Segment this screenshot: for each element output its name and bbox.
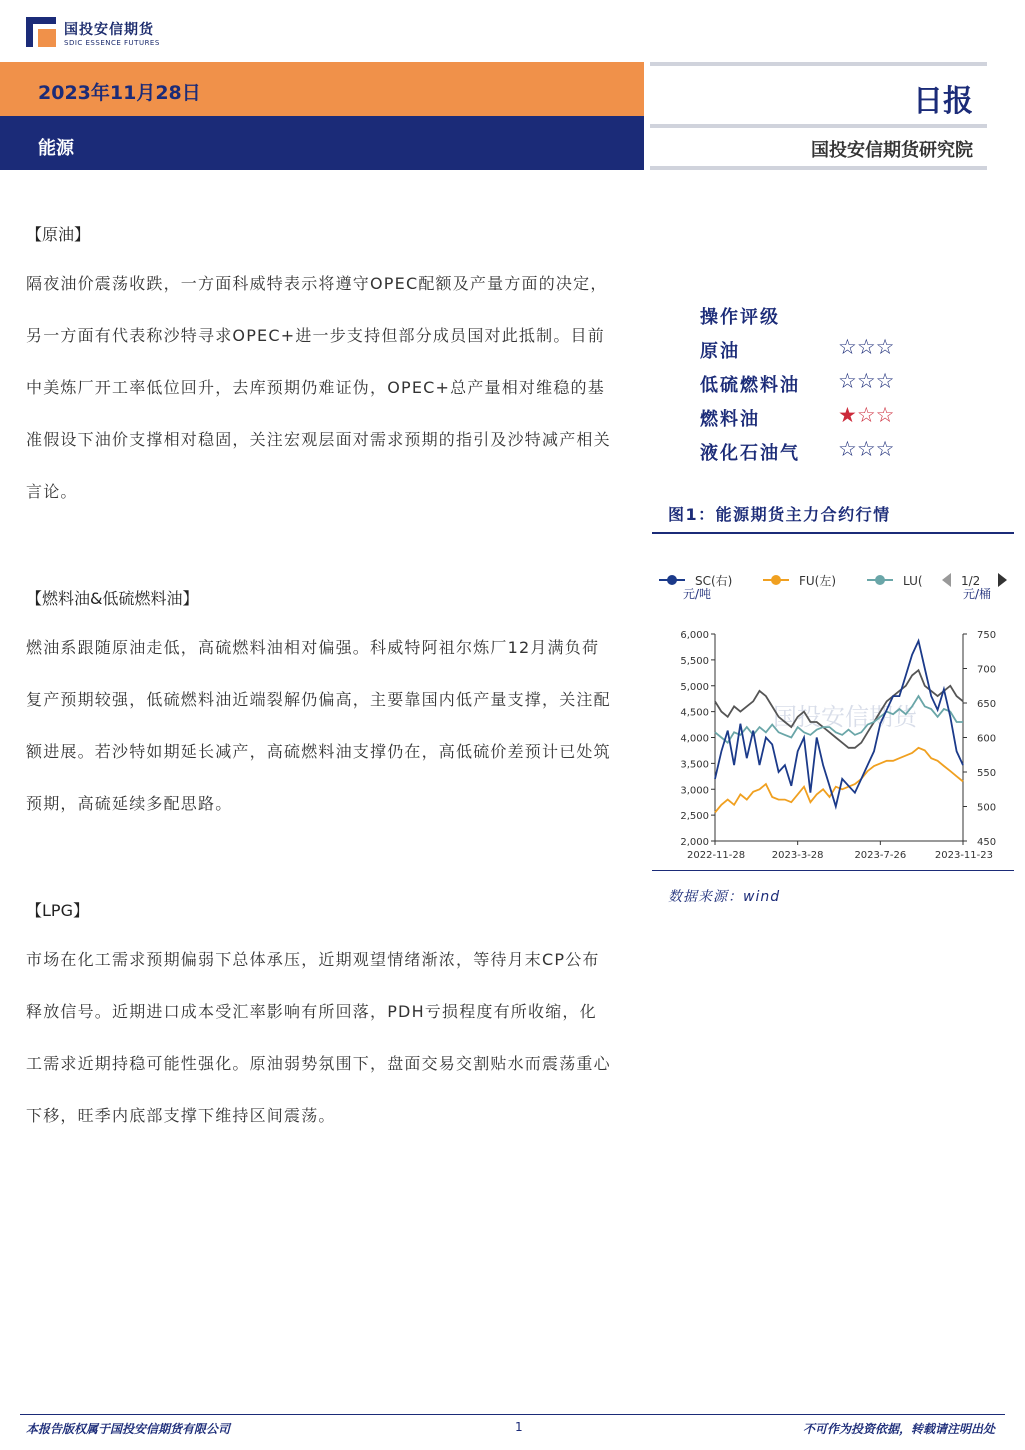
right-tick-label: 450	[977, 837, 997, 848]
right-tick-label: 700	[977, 664, 997, 676]
header-divider-bottom	[650, 166, 987, 170]
x-tick-label: 2023-3-28	[771, 850, 824, 861]
rating-title: 操作评级	[700, 307, 780, 328]
left-tick-label: 5,500	[680, 655, 709, 667]
footer-rule	[20, 1414, 1005, 1415]
left-tick-label: 6,000	[680, 630, 709, 641]
figure-title: 图1：能源期货主力合约行情	[668, 505, 891, 524]
chart-legend	[659, 573, 1007, 588]
right-axis-unit: 元/桶	[962, 587, 992, 601]
rating-row-lpg	[700, 439, 920, 469]
footer-disclaimer: 不可作为投资依据，转载请注明出处	[802, 1422, 995, 1436]
rating-row-crude	[700, 337, 920, 367]
rating-stars	[838, 437, 894, 461]
section-text-lpg: 市场在化工需求预期偏弱下总体承压，近期观望情绪渐浓，等待月末CP公布释放信号。近期进口成本受汇率影响有所回落，PDH亏损程度有所收缩，化工需求近期持稳可能性强化。原油弱势氛围下，盘面交易交割贴水而震荡重心下移，旺季内底部支撑下维持区间震荡。	[26, 950, 611, 1125]
right-tick-label: 600	[977, 733, 997, 745]
rating-name: 燃料油	[700, 409, 760, 430]
right-tick-label: 500	[977, 802, 997, 814]
x-tick-label: 2023-7-26	[854, 850, 907, 861]
institute-name: 国投安信期货研究院	[811, 140, 973, 161]
legend-label-lu: LU(	[903, 574, 923, 588]
legend-label-sc: SC(右)	[695, 574, 733, 588]
logo-text-cn: 国投安信期货	[64, 22, 154, 38]
logo-text-en: SDIC ESSENCE FUTURES	[64, 39, 160, 47]
rating-row-lsfo	[700, 371, 920, 401]
figure-bottom-rule	[652, 870, 1014, 871]
left-tick-label: 3,000	[680, 785, 709, 797]
legend-marker-lu	[875, 575, 885, 585]
header-divider-top	[650, 62, 987, 66]
x-tick-label: 2023-11-23	[934, 850, 993, 861]
left-tick-label: 4,500	[680, 707, 709, 719]
right-tick-label: 650	[977, 699, 997, 710]
section-text-fuel-oil: 燃油系跟随原油走低，高硫燃料油相对偏强。科威特阿祖尔炼厂12月满负荷复产预期较强，低硫燃料油近端裂解仍偏高，主要靠国内低产量支撑，关注配额进展。若沙特如期延长减产，高硫燃料油支撑仍在，高低硫价差预计已处筑预期，高硫延续多配思路。	[26, 638, 611, 813]
rating-stars	[838, 403, 894, 427]
legend-next-icon[interactable]	[998, 573, 1007, 587]
figure-top-rule	[652, 532, 1014, 534]
rating-stars	[838, 335, 894, 359]
legend-prev-icon[interactable]	[942, 573, 951, 587]
rating-row-fuel-oil	[700, 405, 920, 435]
figure-source: 数据来源：wind	[668, 889, 781, 905]
star-icons: ☆☆☆	[838, 335, 895, 359]
left-tick-label: 2,500	[680, 811, 709, 823]
rating-stars	[838, 369, 894, 393]
rating-name: 低硫燃料油	[700, 375, 800, 396]
legend-marker-fu	[771, 575, 781, 585]
company-logo	[26, 17, 186, 53]
energy-futures-chart	[655, 560, 1015, 870]
legend-marker-sc	[667, 575, 677, 585]
report-type: 日报	[913, 84, 973, 119]
section-title-fuel-oil: 【燃料油&低硫燃料油】	[26, 589, 199, 608]
filled-star-icon: ★	[838, 403, 857, 427]
series-line-fu	[715, 748, 963, 813]
header-divider-middle	[650, 124, 987, 128]
legend-page: 1/2	[961, 574, 981, 588]
star-icons: ☆☆☆	[838, 369, 895, 393]
header-sector-bar	[0, 116, 644, 170]
right-tick-label: 550	[977, 768, 997, 779]
right-tick-label: 750	[977, 630, 997, 641]
rating-name: 液化石油气	[700, 443, 800, 464]
rating-name: 原油	[700, 341, 740, 362]
star-icons: ☆☆	[856, 403, 895, 427]
report-date: 2023年11月28日	[38, 82, 201, 104]
logo-mark-icon	[26, 17, 56, 47]
x-tick-label: 2022-11-28	[687, 850, 746, 861]
left-tick-label: 3,500	[680, 759, 709, 771]
chart-watermark: 国投安信期货	[773, 703, 917, 731]
report-sector: 能源	[38, 138, 74, 159]
section-text-crude: 隔夜油价震荡收跌，一方面科威特表示将遵守OPEC配额及产量方面的决定，另一方面有代表称沙特寻求OPEC+进一步支持但部分成员国对此抵制。目前中美炼厂开工率低位回升，去库预期仍难证伪，OPEC+总产量相对维稳的基准假设下油价支撑相对稳固，关注宏观层面对需求预期的指引及沙特减产相关言论。	[26, 274, 611, 501]
chart-axes	[680, 630, 996, 861]
star-icons: ☆☆☆	[838, 437, 895, 461]
left-tick-label: 2,000	[680, 837, 709, 848]
section-title-crude: 【原油】	[26, 225, 91, 244]
page-number: 1	[515, 1420, 523, 1434]
left-tick-label: 5,000	[680, 681, 709, 693]
left-tick-label: 4,000	[680, 733, 709, 745]
left-axis-unit: 元/吨	[682, 587, 712, 601]
legend-label-fu: FU(左)	[799, 574, 837, 588]
footer-copyright: 本报告版权属于国投安信期货有限公司	[26, 1422, 231, 1436]
section-title-lpg: 【LPG】	[26, 901, 89, 920]
